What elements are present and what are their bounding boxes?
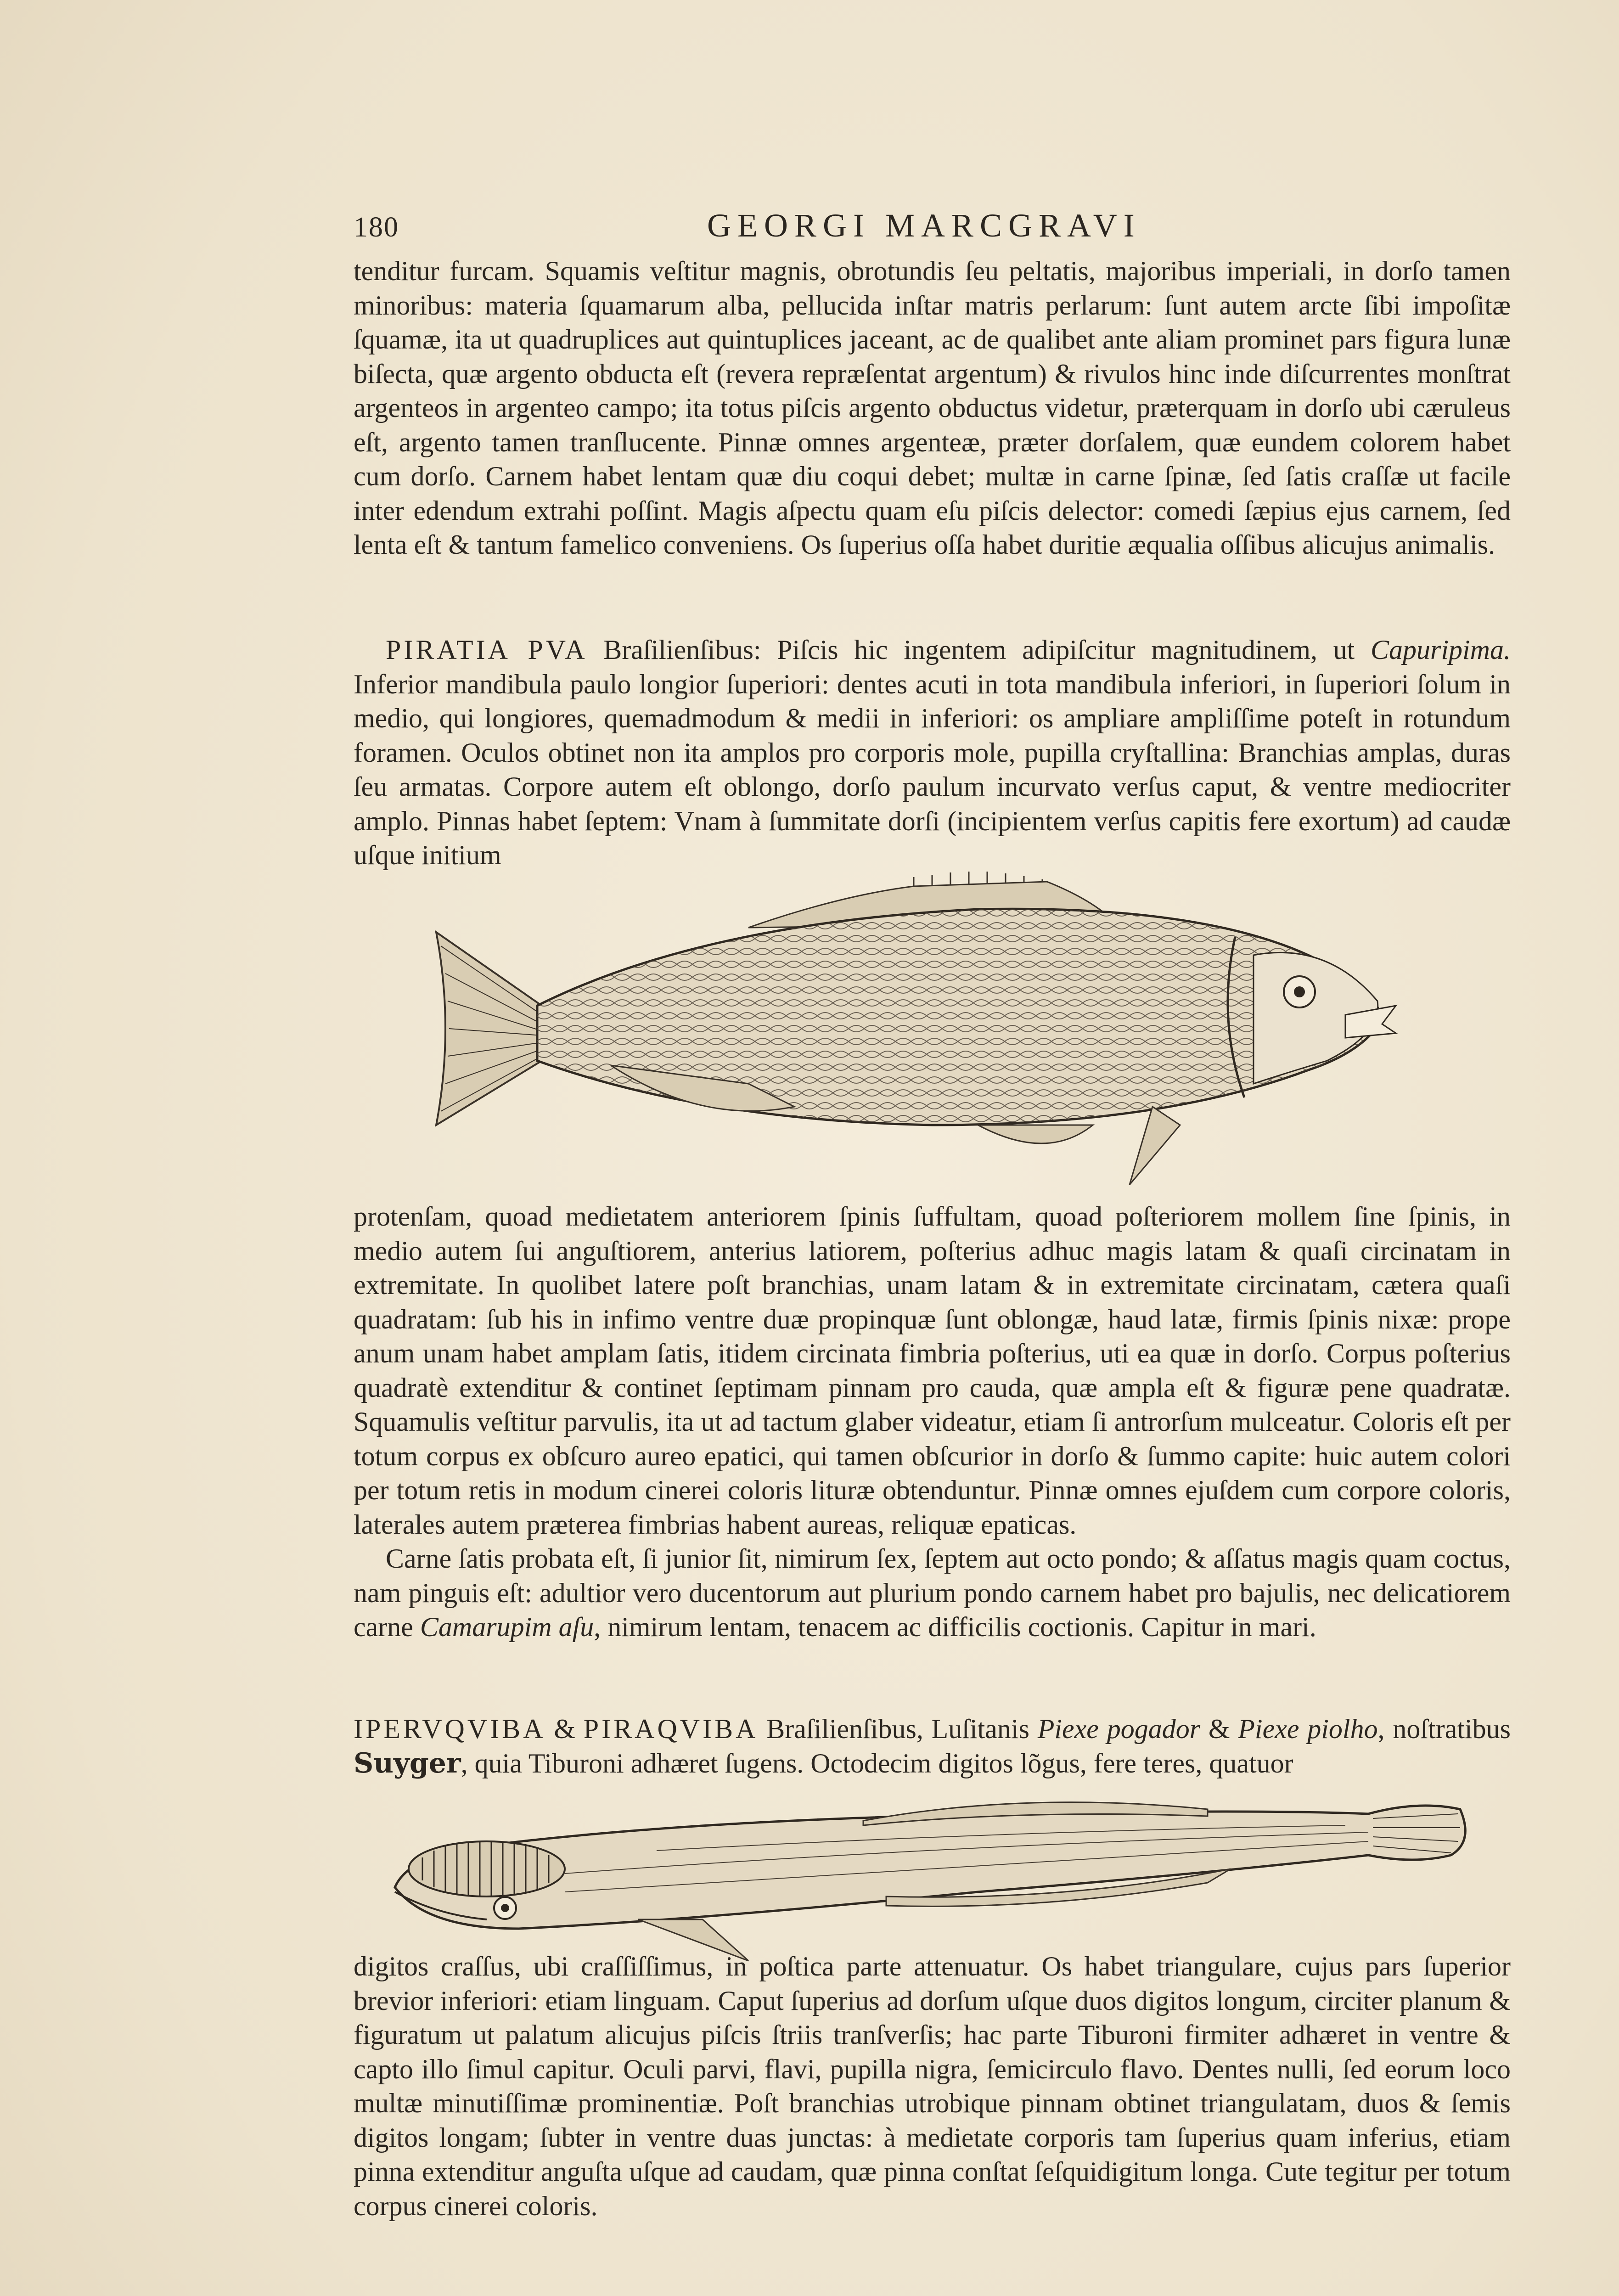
paragraph-text: tenditur furcam. Squamis veſtitur magnis, obrotundis ſeu peltatis, majoribus imperiali, in dorſo tamen minoribus: materia ſquamarum alba, pellucida inſtar matris perlarum: ſunt autem arcte ſibi impoſitæ ſquamæ, ita ut quadruplices aut quintuplices jaceant, ac de qualibet ante aliam prominet pars figura lunæ biſecta, quæ argento obducta eſt (revera repræſentat argentum) & rivulos hinc inde diſcurrentes monſtrat argenteos in argenteo campo; ita totus piſcis argento obductus videtur, præterquam in dorſo ubi cæruleus eſt, argento tamen tranſlucente. Pinnæ omnes argenteæ, præter dorſalem, quæ eundem colorem habet cum dorſo. Carnem habet lentam quæ diu coqui debet; multæ in carne ſpinæ, ſed ſatis craſſæ ut facile inter edendum extrahi poſſint. Magis aſpectu quam eſu piſcis delector: comedi ſæpius ejus carnem, ſed lenta eſt & tantum famelico conveniens. Os ſuperius oſſa habet duritie æqualia oſſibus alicujus animalis. xyxy=(354,256,1511,560)
paragraph-squamae xyxy=(354,254,1511,630)
italic-term: Piexe piolho xyxy=(1238,1714,1378,1744)
paragraph-piratia-pva xyxy=(354,633,1511,906)
italic-term: Camarupim aſu xyxy=(420,1612,594,1642)
page-header xyxy=(354,207,1267,248)
fraktur-term: Suyger xyxy=(354,1747,461,1779)
paragraph-remora-description xyxy=(354,1949,1511,2271)
paragraph-iperuquiba xyxy=(354,1712,1511,1781)
text-run: Braſilienſibus, Luſitanis xyxy=(758,1714,1038,1744)
paragraph-text: protenſam, quoad medietatem anteriorem ſpinis ſuffultam, quoad poſteriorem mollem ſine ſpinis, in medio autem ſui anguſtiorem, anterius latiorem, poſterius adhuc magis latam & quaſi circinatam in extremitate. In quolibet latere poſt branchias, unam latam & in extremitate circinatam, cætera quaſi quadratam: ſub his in infimo ventre duæ propinquæ ſunt oblongæ, haud latæ, firmis ſpinis nixæ: prope anum unam habet amplam ſatis, itidem circinata fimbria poſterius, uti ea quæ in dorſo. Corpus poſterius quadratè extenditur & continet ſeptimam pinnam pro cauda, quæ ampla eſt & figuræ pene quadratæ. Squamulis veſtitur parvulis, ita ut ad tactum glaber videatur, etiam ſi antrorſum mulceatur. Coloris eſt per totum corpus ex obſcuro aureo epatici, qui tamen obſcurior in dorſo & ſummo capite: huic autem colori per totum retis in modum cinerei coloris lituræ obtenduntur. Pinnæ omnes ejuſdem cum corpore coloris, laterales autem præterea fimbrias habent aureas, reliquæ epaticas. xyxy=(354,1201,1511,1540)
species-name: IPERVQVIBA xyxy=(354,1714,546,1744)
paragraph-text: digitos craſſus, ubi craſſiſſimus, in poſtica parte attenuatur. Os habet triangulare, cujus pars ſuperior brevior inferiori: etiam linguam. Caput ſuperius ad dorſum uſque duos digitos longum, circiter planum & figuratum ut palatum alicujus piſcis ſtriis tranſverſis; hac parte Tiburoni firmiter adhæret in ventre & capto illo ſimul capitur. Oculi parvi, flavi, pupilla nigra, ſemicirculo flavo. Dentes nulli, ſed eorum loco multæ minutiſſimæ prominentiæ. Poſt branchias utrobique pinnam obtinet triangulatam, duos & ſemis digitos longam; ſubter in ventre duas junctas: à medietate corporis tam ſuperius quam inferius, etiam pinna extenditur anguſta uſque ad caudam, quæ pinna conſtat ſeſquidigitum longa. Cute tegitur per totum corpus cinerei coloris. xyxy=(354,1951,1511,2221)
text-run: , nimirum lentam, tenacem ac difficilis coctionis. Capitur in mari. xyxy=(594,1612,1316,1642)
paragraph-text xyxy=(354,1542,1511,1644)
text-run: , noſtratibus xyxy=(1377,1714,1511,1744)
text-run: & xyxy=(545,1714,584,1744)
text-run: Carne ſatis probata eſt, ſi junior ſit, nimirum ſex, ſeptem aut octo pondo; & aſſatus magis quam coctus, nam pinguis eſt: adultior vero ducentorum aut plurium pondo carnem habet pro bajulis, nec delicatiorem carne xyxy=(354,1543,1511,1642)
italic-term: Piexe pogador xyxy=(1037,1714,1201,1744)
paragraph-piratia-description xyxy=(354,1199,1511,1710)
text-run: Braſilienſibus: Piſcis hic ingentem adipiſcitur magnitudinem, ut xyxy=(587,635,1371,665)
italic-term: Capuripima. xyxy=(1370,635,1511,665)
remora-engraving-icon xyxy=(381,1782,1474,1965)
text-run: Inferior mandibula paulo longior ſuperiori: dentes acuti in tota mandibula inferiori, in ſuperiori ſolum in medio, qui longiores, quemadmodum & medii in inferiori: os ampliare ampliſſime poteſt in rotundum foramen. Oculos obtinet non ita amplos pro corporis mole, pupilla cryſtallina: Branchias amplas, duras ſeu armatas. Corpore autem eſt oblongo, dorſo paulum incurvato verſus caput, & ventre mediocriter amplo. Pinnas habet ſeptem: Vnam à ſummitate dorſi (incipientem verſus capitis fere exortum) ad caudæ uſque initium xyxy=(354,669,1511,870)
paragraph-text xyxy=(354,633,1511,872)
species-name: PIRAQVIBA xyxy=(583,1714,759,1744)
text-run: , quia Tiburoni adhæret ſugens. Octodecim digitos lõgus, fere teres, quatuor xyxy=(461,1748,1293,1778)
text-run: & xyxy=(1200,1714,1238,1744)
fish-illustration-piratia xyxy=(427,868,1414,1199)
running-title: GEORGI MARCGRAVI xyxy=(707,207,1141,244)
fish-engraving-icon xyxy=(427,868,1414,1199)
paragraph-text xyxy=(354,1712,1511,1780)
fish-illustration-remora xyxy=(381,1782,1474,1965)
page-number: 180 xyxy=(354,212,399,243)
species-name: PIRATIA PVA xyxy=(386,635,588,665)
